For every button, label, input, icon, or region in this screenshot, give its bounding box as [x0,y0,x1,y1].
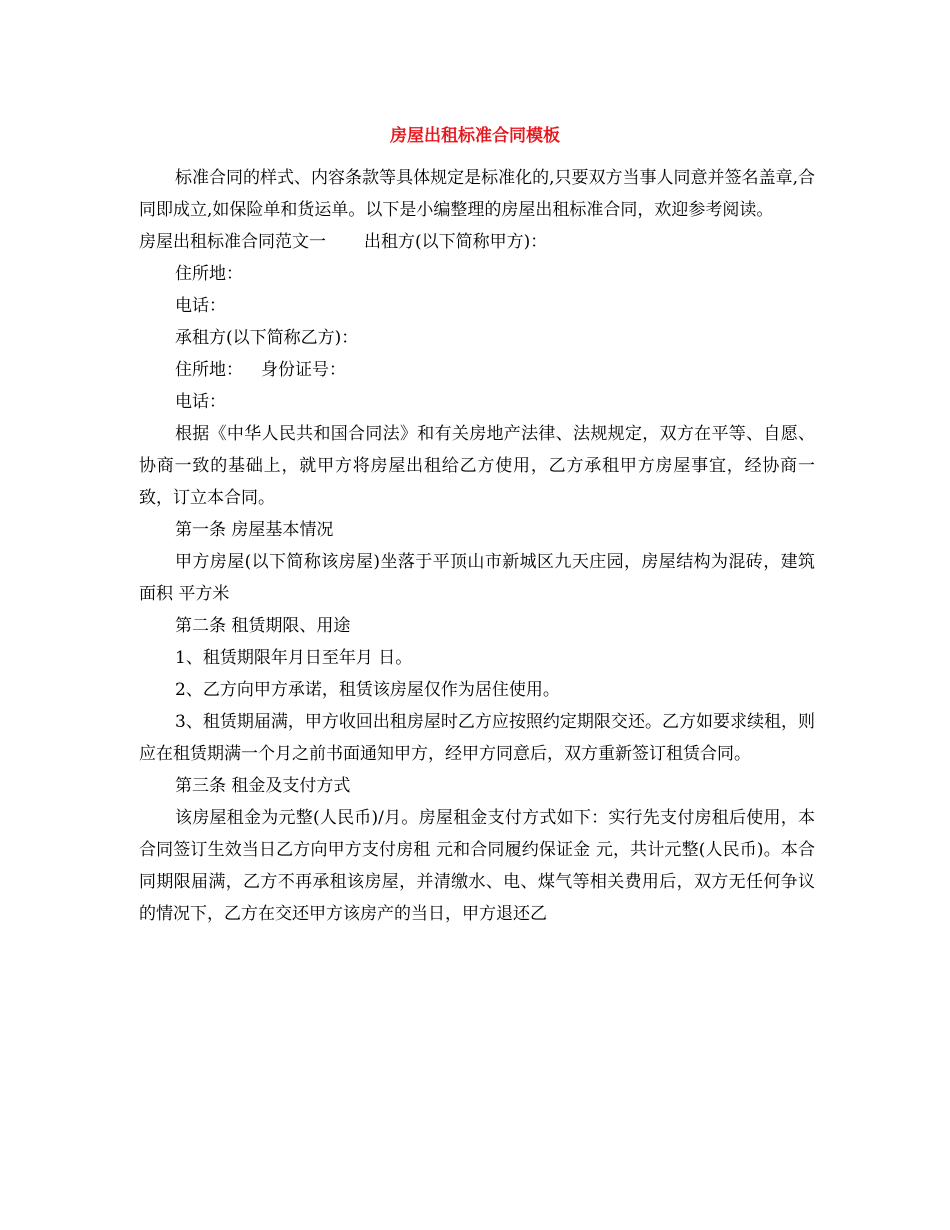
article2-item2: 2、乙方向甲方承诺，租赁该房屋仅作为居住使用。 [175,680,560,700]
lessor-phone: 电话： [175,296,226,316]
article2-item3: 3、租赁期届满，甲方收回出租房屋时乙方应按照约定期限交还。乙方如要求续租，则应在租赁期满一个月之前书面通知甲方，经甲方同意后，双方重新签订租赁合同。 [139,712,815,764]
lessee-phone: 电话： [175,392,226,412]
lessee-address-line [139,354,815,386]
article1-title: 第一条 房屋基本情况 [175,520,334,540]
article2-title: 第二条 租赁期限、用途 [175,616,351,636]
lessor-label: 出租方(以下简称甲方)： [364,232,548,252]
lessee-id: 身份证号： [261,360,346,380]
document-title: 房屋出租标准合同模板 [390,126,560,146]
intro-paragraph: 标准合同的样式、内容条款等具体规定是标准化的,只要双方当事人同意并签名盖章,合同即成立,如保险单和货运单。以下是小编整理的房屋出租标准合同，欢迎参考阅读。 [139,168,815,220]
document-body [139,162,815,930]
lessee-address: 住所地： [175,360,243,380]
article3-text: 该房屋租金为元整(人民币)/月。房屋租金支付方式如下：实行先支付房租后使用，本合同签订生效当日乙方向甲方支付房租 元和合同履约保证金 元，共计元整(人民币)。本合同期限届满，乙方不再承租该房屋，并清缴水、电、煤气等相关费用后，双方无任何争议的情况下，乙方在交还甲方该房产的当日，甲方退还乙 [139,808,815,924]
preamble-paragraph: 根据《中华人民共和国合同法》和有关房地产法律、法规规定，双方在平等、自愿、协商一致的基础上，就甲方将房屋出租给乙方使用，乙方承租甲方房屋事宜，经协商一致，订立本合同。 [139,424,815,508]
sample-heading-line [139,226,815,258]
sample-heading: 房屋出租标准合同范文一 [139,232,326,252]
article1-text: 甲方房屋(以下简称该房屋)坐落于平顶山市新城区九天庄园，房屋结构为混砖，建筑面积 平方米 [139,552,815,604]
article2-item1: 1、租赁期限年月日至年月 日。 [175,648,413,668]
lessor-address: 住所地： [175,264,243,284]
article3-title: 第三条 租金及支付方式 [175,776,351,796]
lessee-label: 承租方(以下简称乙方)： [175,328,359,348]
